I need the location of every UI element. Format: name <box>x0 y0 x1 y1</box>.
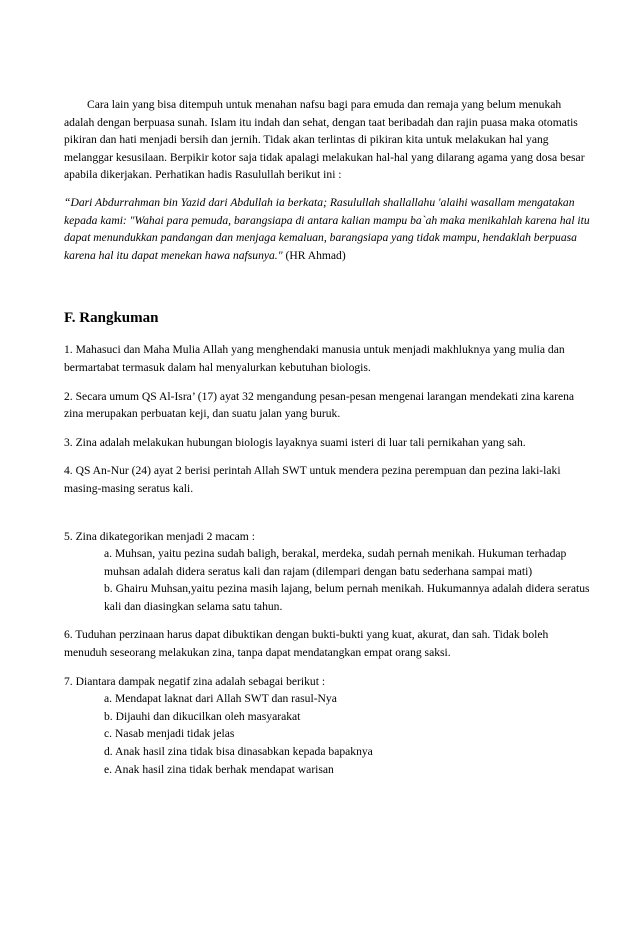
summary-item-5 <box>64 528 594 616</box>
sub-item-7a: a. Mendapat laknat dari Allah SWT dan rasul-Nya <box>104 692 337 706</box>
sub-item-5a: a. Muhsan, yaitu pezina sudah baligh, berakal, merdeka, sudah pernah menikah. Hukuman terhadap muhsan adalah didera seratus kali dan rajam (dilempari dengan batu sederhana sampai mati) <box>104 547 567 578</box>
summary-item-3: 3. Zina adalah melakukan hubungan biologis layaknya suami isteri di luar tali pernikahan yang sah. <box>64 435 526 449</box>
intro-paragraph: Cara lain yang bisa ditempuh untuk menahan nafsu bagi para emuda dan remaja yang belum menukah adalah dengan berpuasa sunah. Islam itu indah dan sehat, dengan taat beribadah dan rajin puasa maka otomatis pikiran dan hati menjadi bersih dan jernih. Tidak akan terlintas di pikiran kita untuk melakukan hal yang melanggar kesusilaan. Berpikir kotor saja tidak apalagi melakukan hal-hal yang dilarang agama yang dosa besar apabila dikerjakan. Perhatikan hadis Rasulullah berikut ini : <box>64 98 585 182</box>
summary-item-1: 1. Mahasuci dan Maha Mulia Allah yang menghendaki manusia untuk menjadi makhluknya yang mulia dan bermartabat termasuk dalam hal menyalurkan kebutuhan biologis. <box>64 343 565 374</box>
sub-item-7c: c. Nasab menjadi tidak jelas <box>104 727 235 741</box>
section-title: F. Rangkuman <box>64 310 159 327</box>
summary-item-5-subs <box>64 545 594 615</box>
summary-item-2: 2. Secara umum QS Al-Isra’ (17) ayat 32 mengandung pesan-pesan mengenai larangan mendekati zina karena zina merupakan perbuatan keji, dan suatu jalan yang buruk. <box>64 389 575 421</box>
sub-item-7e: e. Anak hasil zina tidak berhak mendapat warisan <box>104 762 334 776</box>
hadith-text: “Dari Abdurrahman bin Yazid dari Abdullah ia berkata; Rasulullah shallallahu 'alaihi wasallam mengatakan kepada kami: "Wahai para pemuda, barangsiapa di antara kalian mampu ba`ah maka menikahlah karena hal itu dapat menundukkan pandangan dan menjaga kemaluan, barangsiapa yang tidak mampu, hendaklah berpuasa karena hal itu dapat menekan hawa nafsunya." <box>64 195 590 262</box>
summary-item-7-head: 7. Diantara dampak negatif zina adalah sebagai berikut : <box>64 674 326 688</box>
hadith-quote <box>64 194 594 264</box>
summary-item-6: 6. Tuduhan perzinaan harus dapat dibuktikan dengan bukti-bukti yang kuat, akurat, dan sah. Tidak boleh menuduh seseorang melakukan zina, tanpa dapat mendatangkan empat orang saksi. <box>64 628 549 660</box>
summary-item-7-subs <box>64 690 594 778</box>
sub-item-7b: b. Dijauhi dan dikucilkan oleh masyarakat <box>104 709 301 723</box>
summary-item-5-head: 5. Zina dikategorikan menjadi 2 macam : <box>64 529 255 543</box>
hadith-reference: (HR Ahmad) <box>282 248 346 262</box>
summary-item-4: 4. QS An-Nur (24) ayat 2 berisi perintah Allah SWT untuk mendera pezina perempuan dan pezina laki-laki masing-masing seratus kali. <box>64 464 561 495</box>
sub-item-7d: d. Anak hasil zina tidak bisa dinasabkan kepada bapaknya <box>104 745 373 759</box>
summary-item-7 <box>64 673 594 779</box>
document-page <box>64 96 594 778</box>
sub-item-5b: b. Ghairu Muhsan,yaitu pezina masih lajang, belum pernah menikah. Hukumannya adalah didera seratus kali dan diasingkan selama satu tahun. <box>104 582 590 613</box>
